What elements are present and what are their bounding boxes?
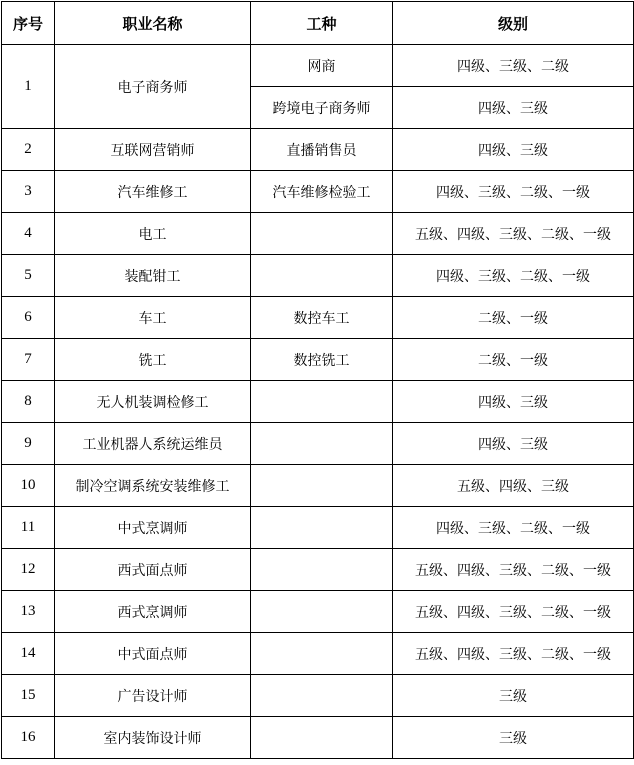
cell-occupation-name: 工业机器人系统运维员 [55,423,251,465]
cell-occupation-name: 中式面点师 [55,633,251,675]
cell-no: 13 [2,591,55,633]
cell-work-type [251,255,393,297]
cell-occupation-name: 汽车维修工 [55,171,251,213]
cell-work-type [251,675,393,717]
cell-occupation-name: 中式烹调师 [55,507,251,549]
cell-no: 9 [2,423,55,465]
cell-level: 五级、四级、三级、二级、一级 [393,591,634,633]
table-row [2,129,634,171]
cell-occupation-name: 室内装饰设计师 [55,717,251,759]
cell-no: 11 [2,507,55,549]
cell-work-type [251,717,393,759]
cell-no: 2 [2,129,55,171]
cell-work-type: 汽车维修检验工 [251,171,393,213]
cell-work-type [251,213,393,255]
cell-no: 7 [2,339,55,381]
cell-work-type [251,423,393,465]
cell-level: 五级、四级、三级、二级、一级 [393,633,634,675]
cell-occupation-name: 互联网营销师 [55,129,251,171]
table-row [2,633,634,675]
header-work-type: 工种 [251,2,393,45]
cell-work-type: 跨境电子商务师 [251,87,393,129]
cell-occupation-name: 装配钳工 [55,255,251,297]
cell-no: 3 [2,171,55,213]
cell-work-type [251,465,393,507]
cell-level: 五级、四级、三级、二级、一级 [393,213,634,255]
cell-no: 12 [2,549,55,591]
cell-work-type [251,633,393,675]
cell-no: 10 [2,465,55,507]
table-row [2,213,634,255]
cell-level: 三级 [393,675,634,717]
cell-level: 二级、一级 [393,297,634,339]
table-row [2,465,634,507]
cell-occupation-name: 西式面点师 [55,549,251,591]
cell-no: 5 [2,255,55,297]
table-row [2,591,634,633]
cell-no: 6 [2,297,55,339]
cell-level: 四级、三级、二级 [393,45,634,87]
cell-occupation-name: 铣工 [55,339,251,381]
table-header-row [2,2,634,45]
cell-level: 四级、三级 [393,87,634,129]
cell-occupation-name: 无人机装调检修工 [55,381,251,423]
header-no: 序号 [2,2,55,45]
table-row [2,549,634,591]
cell-occupation-name: 制冷空调系统安装维修工 [55,465,251,507]
table-row [2,255,634,297]
table-row [2,423,634,465]
cell-no: 1 [2,45,55,129]
cell-work-type: 网商 [251,45,393,87]
cell-occupation-name: 车工 [55,297,251,339]
cell-level: 四级、三级 [393,381,634,423]
cell-occupation-name: 电子商务师 [55,45,251,129]
table-row [2,717,634,759]
occupation-table [1,1,634,759]
cell-level: 四级、三级 [393,129,634,171]
cell-work-type: 数控车工 [251,297,393,339]
header-occupation-name: 职业名称 [55,2,251,45]
cell-work-type [251,381,393,423]
cell-no: 4 [2,213,55,255]
table-row [2,675,634,717]
cell-work-type [251,549,393,591]
cell-level: 三级 [393,717,634,759]
header-level: 级别 [393,2,634,45]
cell-occupation-name: 电工 [55,213,251,255]
table-row [2,45,634,87]
table-row [2,339,634,381]
cell-level: 四级、三级 [393,423,634,465]
cell-work-type: 直播销售员 [251,129,393,171]
cell-work-type: 数控铣工 [251,339,393,381]
cell-level: 二级、一级 [393,339,634,381]
cell-no: 8 [2,381,55,423]
cell-occupation-name: 广告设计师 [55,675,251,717]
cell-no: 14 [2,633,55,675]
cell-level: 五级、四级、三级 [393,465,634,507]
table-row [2,381,634,423]
cell-level: 四级、三级、二级、一级 [393,171,634,213]
table-row [2,171,634,213]
cell-no: 15 [2,675,55,717]
cell-work-type [251,507,393,549]
table-row [2,507,634,549]
cell-no: 16 [2,717,55,759]
cell-level: 四级、三级、二级、一级 [393,507,634,549]
cell-occupation-name: 西式烹调师 [55,591,251,633]
table-row [2,297,634,339]
cell-level: 四级、三级、二级、一级 [393,255,634,297]
cell-level: 五级、四级、三级、二级、一级 [393,549,634,591]
cell-work-type [251,591,393,633]
